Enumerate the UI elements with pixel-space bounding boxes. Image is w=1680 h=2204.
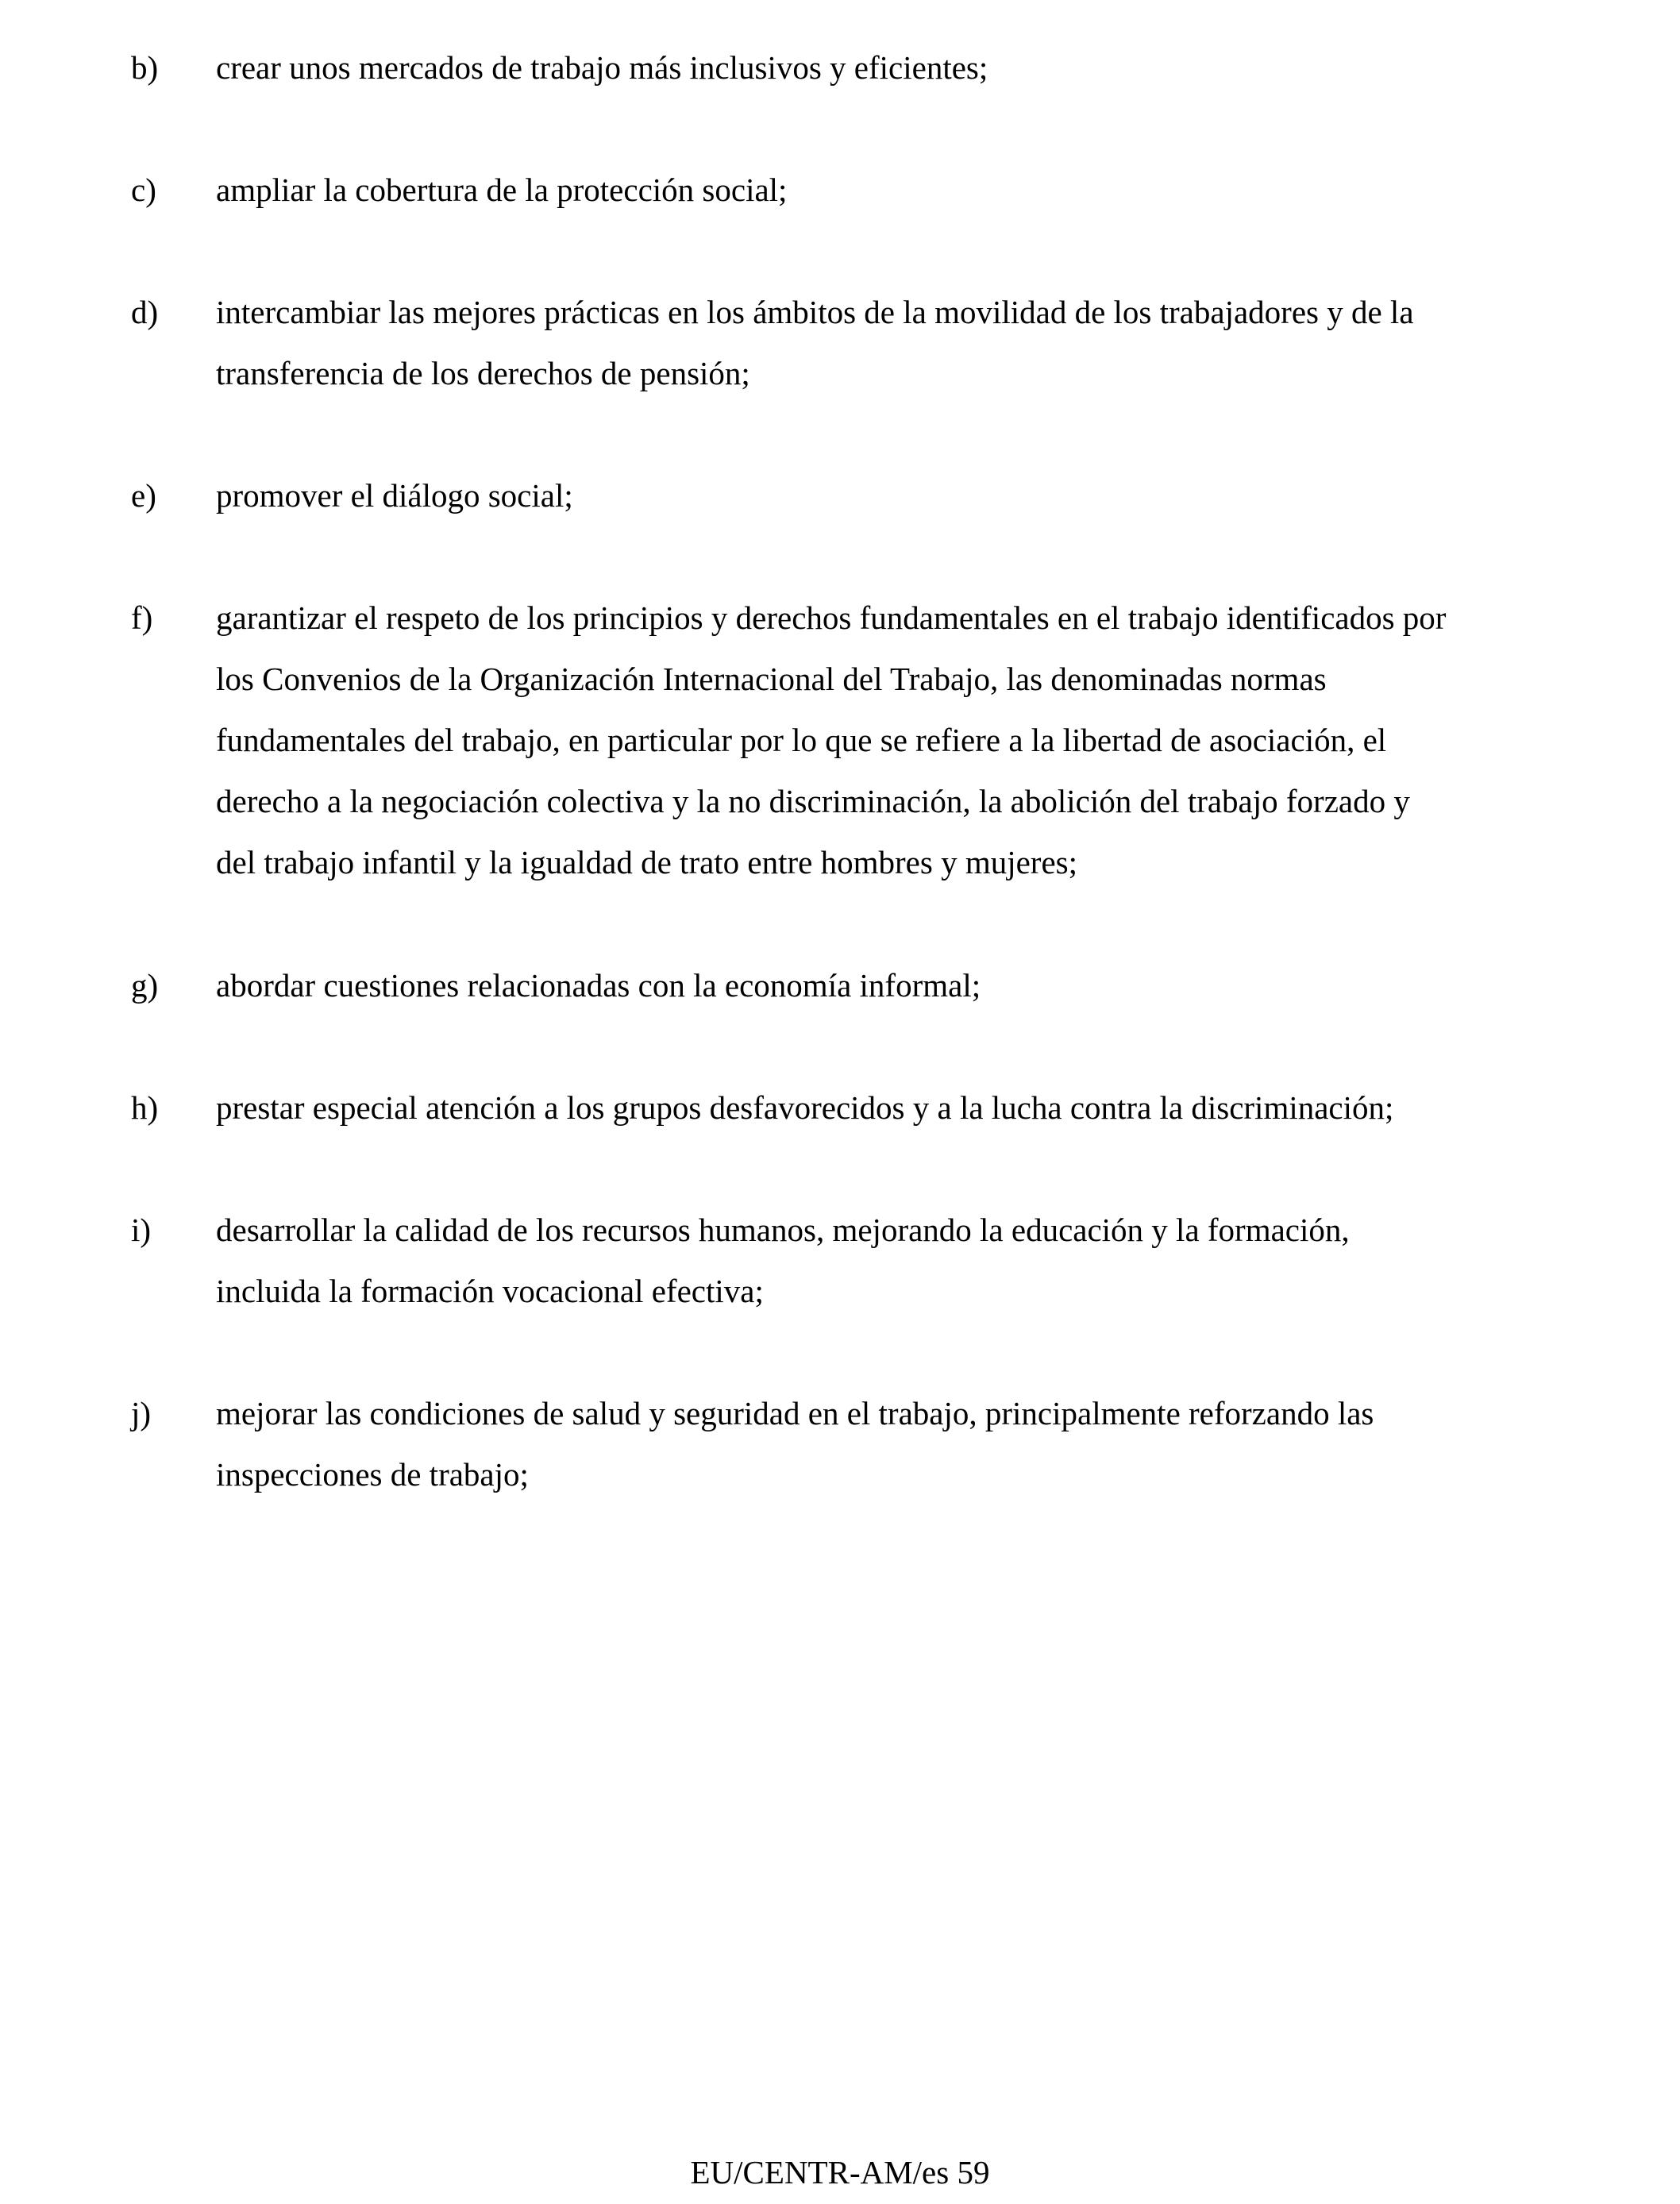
list-item-letter: i) — [131, 1212, 152, 1248]
list-item-text — [216, 465, 1582, 526]
text-line: crear unos mercados de trabajo más inclusivos y eficientes; — [216, 49, 988, 86]
list-item-text — [216, 1077, 1582, 1139]
text-line: transferencia de los derechos de pensión; — [216, 355, 750, 391]
list-item-letter: b) — [131, 49, 159, 86]
text-line: del trabajo infantil y la igualdad de trato entre hombres y mujeres; — [216, 844, 1077, 880]
text-line: ampliar la cobertura de la protección social; — [216, 171, 788, 208]
text-line: promover el diálogo social; — [216, 477, 573, 514]
text-line: los Convenios de la Organización Internacional del Trabajo, las denominadas normas — [216, 661, 1327, 697]
text-line: incluida la formación vocacional efectiva; — [216, 1273, 764, 1309]
list-item-text — [216, 1200, 1582, 1322]
text-line: inspecciones de trabajo; — [216, 1456, 529, 1493]
text-line: prestar especial atención a los grupos desfavorecidos y a la lucha contra la discriminación; — [216, 1089, 1394, 1126]
text-line: derecho a la negociación colectiva y la no discriminación, la abolición del trabajo forzado y — [216, 783, 1410, 819]
text-line: mejorar las condiciones de salud y seguridad en el trabajo, principalmente reforzando las — [216, 1395, 1374, 1431]
list-item-text — [216, 955, 1582, 1016]
list-item-text — [216, 37, 1582, 98]
list-item-letter: g) — [131, 967, 159, 1004]
text-line: fundamentales del trabajo, en particular por lo que se refiere a la libertad de asociación, el — [216, 722, 1387, 758]
list-item-letter: c) — [131, 171, 156, 208]
list-item-text — [216, 1383, 1582, 1505]
list-item-text — [216, 588, 1582, 893]
page-footer: EU/CENTR-AM/es 59 — [690, 2154, 990, 2191]
list-item-text — [216, 282, 1582, 404]
list-item-letter: f) — [131, 599, 153, 636]
text-line: garantizar el respeto de los principios y derechos fundamentales en el trabajo identificados por — [216, 599, 1447, 636]
text-line: intercambiar las mejores prácticas en los ámbitos de la movilidad de los trabajadores y de la — [216, 294, 1414, 330]
list-item-text — [216, 160, 1582, 221]
list-item-letter: h) — [131, 1089, 159, 1126]
text-line: desarrollar la calidad de los recursos humanos, mejorando la educación y la formación, — [216, 1212, 1350, 1248]
list-item-letter: e) — [131, 477, 156, 514]
text-line: abordar cuestiones relacionadas con la economía informal; — [216, 967, 981, 1004]
list-item-letter: d) — [131, 294, 159, 330]
list-item-letter: j) — [131, 1395, 152, 1431]
